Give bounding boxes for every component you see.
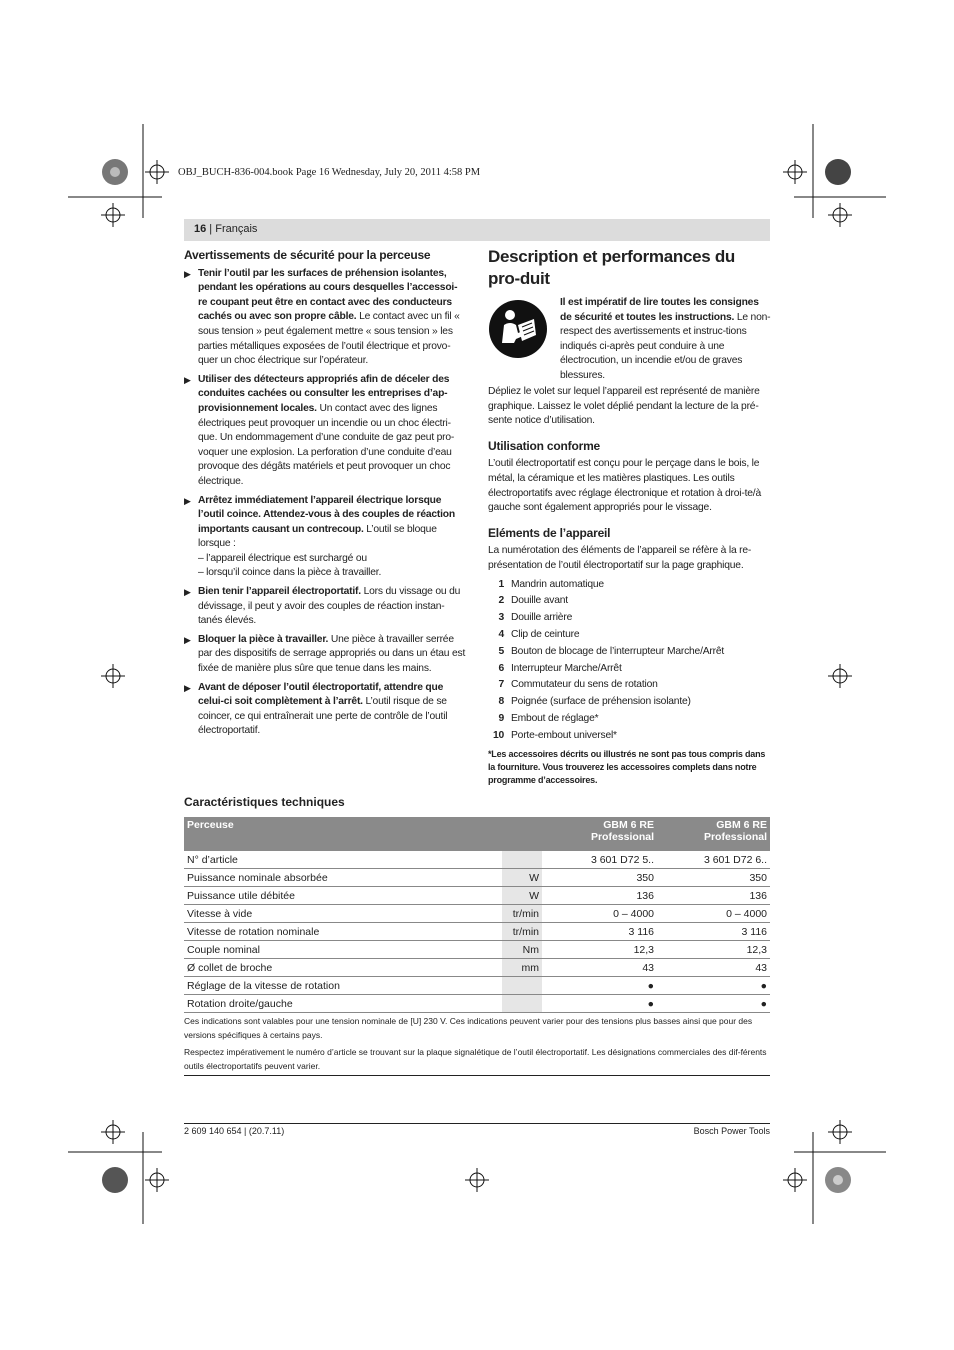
spec-value-1: 12,3 [542, 941, 657, 959]
page-number: 16 [194, 223, 207, 235]
part-item [488, 645, 772, 662]
spec-row [184, 869, 770, 887]
spec-value-1: 0 – 4000 [542, 905, 657, 923]
elements-text: La numérotation des éléments de l’appareil se réfère à la re-présentation de l’outil électroportatif sur la page graphique. [488, 545, 752, 571]
spec-row [184, 941, 770, 959]
warning-bold: Il est impératif de lire toutes les consignes de sécurité et toutes les instructions. [560, 297, 759, 323]
bullet-text: Une pièce à travailler serrée par des dispositifs de serrage appropriés ou dans un étau est fixée de manière plus sûre que tenue dans les mains. [198, 633, 466, 675]
part-label: Porte-embout universel* [511, 729, 617, 741]
part-label: Clip de ceinture [511, 628, 580, 640]
spec-unit: W [502, 887, 542, 905]
page-label: 16 | Français [194, 223, 258, 235]
part-item [488, 578, 772, 595]
spec-unit [502, 995, 542, 1013]
specs-body [184, 851, 770, 1013]
print-header: OBJ_BUCH-836-004.book Page 16 Wednesday, July 20, 2011 4:58 PM [178, 167, 481, 178]
spec-value-1: 3 601 D72 5.. [542, 851, 657, 869]
spec-label: Puissance utile débitée [184, 887, 502, 905]
spec-value-2: ● [657, 995, 770, 1013]
part-number: 5 [498, 645, 504, 657]
bullet-text: L’outil risque de se coincer, ce qui entraînerait une perte de contrôle de l’outil électroportatif. [198, 696, 448, 737]
spec-label: N° d’article [184, 851, 502, 869]
spec-value-2: ● [657, 977, 770, 995]
spec-unit: tr/min [502, 923, 542, 941]
spec-label: Ø collet de broche [184, 959, 502, 977]
bullet-text: Lors du vissage ou du dévissage, il peut y avoir des couples de réaction instan-tanés élevés. [198, 586, 461, 627]
part-item [488, 712, 772, 729]
specs-header-label: Perceuse [184, 817, 542, 851]
spec-unit [502, 851, 542, 869]
spec-label: Puissance nominale absorbée [184, 869, 502, 887]
part-label: Bouton de blocage de l’interrupteur Marche/Arrêt [511, 645, 725, 657]
spec-value-1: 43 [542, 959, 657, 977]
part-label: Commutateur du sens de rotation [511, 679, 658, 691]
spec-value-2: 43 [657, 959, 770, 977]
bullet-text: L’outil se bloque lorsque : – l’appareil électrique est surchargé ou – lorsqu’il coince dans la pièce à travailler. [198, 523, 437, 579]
bullet-text: Le contact avec un fil « sous tension » peut également mettre « sous tension » les parties métalliques exposées de l’outil électrique et provo-quer un choc électrique sur l’opérateur. [198, 311, 460, 367]
part-item [488, 611, 772, 628]
specs-header-row [184, 817, 770, 851]
part-item [488, 628, 772, 645]
safety-bullet [184, 267, 466, 369]
spec-label: Couple nominal [184, 941, 502, 959]
part-number: 7 [498, 679, 504, 691]
bullet-arrow-icon: ▶ [184, 495, 191, 506]
spec-unit [502, 977, 542, 995]
footer-left: 2 609 140 654 | (20.7.11) [184, 1126, 285, 1136]
bullet-arrow-icon: ▶ [184, 374, 191, 385]
safety-title: Avertissements de sécurité pour la perceuse [184, 248, 431, 262]
safety-bullets [184, 267, 466, 739]
spec-row [184, 923, 770, 941]
bullet-bold: Avant de déposer l’outil électroportatif, attendre que celui-ci soit complètement à l’arrêt. [198, 681, 444, 708]
spec-row [184, 851, 770, 869]
warning-text [560, 296, 772, 384]
right-body [488, 385, 772, 787]
part-label: Mandrin automatique [511, 578, 604, 590]
spec-value-1: 136 [542, 887, 657, 905]
spec-label: Rotation droite/gauche [184, 995, 502, 1013]
specs-header-col2: GBM 6 RE Professional [657, 817, 770, 851]
part-label: Interrupteur Marche/Arrêt [511, 662, 622, 674]
spec-unit: mm [502, 959, 542, 977]
spec-label: Vitesse de rotation nominale [184, 923, 502, 941]
read-manual-icon [488, 299, 548, 359]
bullet-arrow-icon: ▶ [184, 682, 191, 693]
part-number: 6 [498, 662, 504, 674]
fold-text: Dépliez le volet sur lequel l’appareil est représenté de manière graphique. Laissez le volet déplié pendant la lecture de la pré-sente notice d’utilisation. [488, 386, 760, 427]
part-number: 3 [498, 612, 504, 624]
specs-table [184, 817, 770, 1013]
part-item [488, 695, 772, 712]
spec-value-2: 350 [657, 869, 770, 887]
specs-title: Caractéristiques techniques [184, 795, 345, 809]
spec-value-1: ● [542, 977, 657, 995]
part-label: Douille avant [511, 595, 568, 607]
bullet-text: Un contact avec des lignes électriques peut provoquer un incendie ou un choc électri-que. Un endommagement d’une conduite de gaz peut pro-voquer une explosion. La perforation d’une conduite d’eau provoque des dégâts matériels et peut provoquer un choc électrique. [198, 402, 455, 487]
part-item [488, 678, 772, 695]
specs-note-1: Ces indications sont valables pour une tension nominale de [U] 230 V. Ces indications peuvent varier pour des tensions plus basses ainsi que pour des versions spécifiques à certains pays. [184, 1016, 753, 1040]
part-item [488, 662, 772, 679]
spec-unit: Nm [502, 941, 542, 959]
spec-unit: tr/min [502, 905, 542, 923]
bullet-arrow-icon: ▶ [184, 634, 191, 645]
spec-label: Réglage de la vitesse de rotation [184, 977, 502, 995]
spec-value-2: 3 116 [657, 923, 770, 941]
specs-header-col1: GBM 6 RE Professional [542, 817, 657, 851]
safety-bullet [184, 494, 466, 582]
bullet-arrow-icon: ▶ [184, 268, 191, 279]
part-number: 9 [498, 712, 504, 724]
part-label: Embout de réglage* [511, 712, 599, 724]
safety-bullet [184, 681, 466, 739]
spec-value-1: ● [542, 995, 657, 1013]
part-item [488, 729, 772, 746]
description-title: Description et performances du pro-duit [488, 247, 736, 288]
spec-value-1: 3 116 [542, 923, 657, 941]
footer-right: Bosch Power Tools [693, 1126, 770, 1136]
part-number: 1 [498, 578, 504, 590]
spec-row [184, 887, 770, 905]
part-label: Poignée (surface de préhension isolante) [511, 696, 691, 708]
bullet-bold: Bien tenir l’appareil électroportatif. [198, 586, 361, 598]
accessories-note: *Les accessoires décrits ou illustrés ne sont pas tous compris dans la fourniture. Vous trouverez les accessoires complets dans notre programme d’accessoires. [488, 748, 766, 785]
safety-bullet [184, 585, 466, 629]
warning-rest: Le non-respect des avertissements et instruc-tions indiqués ci-après peut conduire à une électrocution, un incendie et/ou de graves blessures. [560, 311, 771, 381]
page-header-bar [184, 219, 770, 241]
use-text: L’outil électroportatif est conçu pour le perçage dans le bois, le métal, la céramique et les matières plastiques. Les outils électroportatifs avec réglage électronique et rotation à droi-te/à gauche sont également appropriés pour le vissage. [488, 458, 761, 514]
part-number: 8 [498, 696, 504, 708]
bullet-bold: Arrêtez immédiatement l’appareil électrique lorsque l’outil coince. Attendez-vous à des couples de réaction importants causant un contrecoup. [198, 494, 455, 535]
use-title: Utilisation conforme [488, 438, 601, 453]
part-number: 4 [498, 628, 504, 640]
part-label: Douille arrière [511, 612, 573, 624]
spec-value-2: 3 601 D72 6.. [657, 851, 770, 869]
spec-unit: W [502, 869, 542, 887]
page-language: Français [215, 223, 258, 235]
bullet-arrow-icon: ▶ [184, 587, 191, 598]
specs-notes [184, 1014, 770, 1076]
spec-row [184, 959, 770, 977]
bullet-bold: Tenir l’outil par les surfaces de préhension isolantes, pendant les opérations au cours desquelles l’accessoi-re coupant peut être en contact avec des conducteurs cachés ou avec son propre câble. [198, 267, 458, 323]
part-number: 10 [492, 729, 504, 741]
left-column [184, 248, 466, 743]
spec-row [184, 995, 770, 1013]
safety-bullet [184, 633, 466, 677]
parts-list [488, 578, 772, 746]
bullet-bold: Bloquer la pièce à travailler. [198, 633, 329, 645]
spec-value-2: 0 – 4000 [657, 905, 770, 923]
footer-rule [184, 1123, 770, 1124]
elements-title: Eléments de l’appareil [488, 525, 611, 540]
safety-bullet [184, 373, 466, 490]
spec-value-1: 350 [542, 869, 657, 887]
specs-table-wrapper [184, 817, 770, 1076]
part-number: 2 [498, 595, 504, 607]
spec-label: Vitesse à vide [184, 905, 502, 923]
spec-value-2: 12,3 [657, 941, 770, 959]
specs-note-2: Respectez impérativement le numéro d’article se trouvant sur la plaque signalétique de l’outil électroportatif. Les désignations commerciales des dif-férents outils électroportatifs peuvent varier. [184, 1045, 770, 1076]
part-item [488, 594, 772, 611]
spec-row [184, 977, 770, 995]
spec-value-2: 136 [657, 887, 770, 905]
spec-row [184, 905, 770, 923]
bullet-bold: Utiliser des détecteurs appropriés afin de déceler des conduites cachées ou consulter les entreprises d’ap-provisionnement locales. [198, 373, 450, 414]
